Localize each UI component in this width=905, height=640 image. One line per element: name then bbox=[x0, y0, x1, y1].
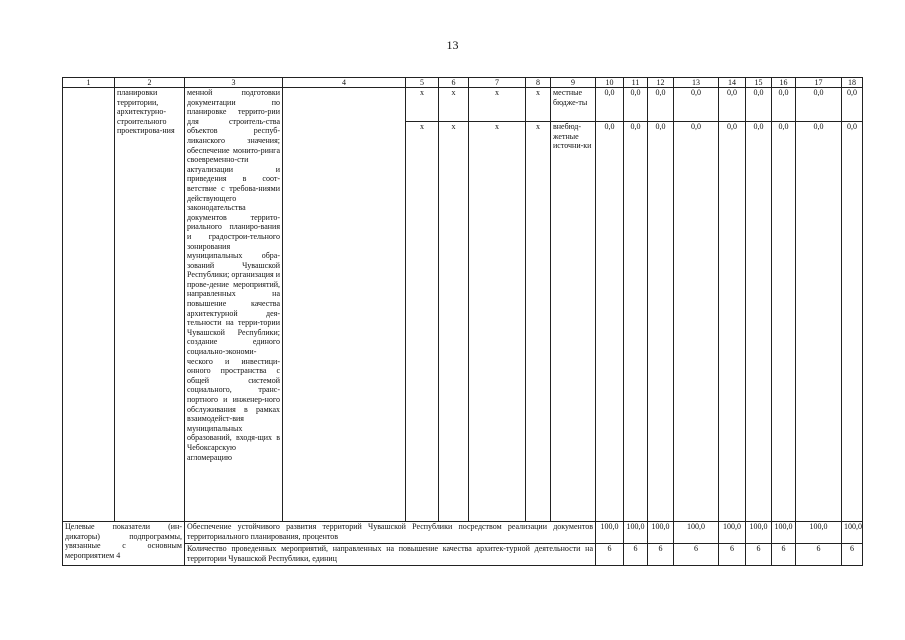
value-cell: 0,0 bbox=[596, 122, 624, 522]
value-cell: 0,0 bbox=[719, 88, 746, 122]
indicator-value: 100,0 bbox=[772, 522, 796, 544]
cell-col2: планировки территории, архитектурно-строительного проектирова-ния bbox=[115, 88, 185, 522]
indicator-row bbox=[63, 522, 863, 544]
indicator-value: 6 bbox=[648, 544, 674, 566]
header-cell: 1 bbox=[63, 78, 115, 88]
indicator-value: 100,0 bbox=[796, 522, 842, 544]
header-cell: 15 bbox=[746, 78, 772, 88]
indicator-value: 100,0 bbox=[648, 522, 674, 544]
value-cell: 0,0 bbox=[772, 88, 796, 122]
cell-funding-source: внебюд-жетные источни-ки bbox=[551, 122, 596, 522]
indicator-value: 6 bbox=[674, 544, 719, 566]
table-row bbox=[63, 88, 863, 122]
value-cell: 0,0 bbox=[746, 88, 772, 122]
column-number-row bbox=[63, 78, 863, 88]
cell-col8: х bbox=[526, 88, 551, 122]
targets-label: Целевые показатели (ин-дикаторы) подпрограммы, увязанные с основным мероприятием 4 bbox=[63, 522, 185, 566]
value-cell: 0,0 bbox=[648, 122, 674, 522]
value-cell: 0,0 bbox=[746, 122, 772, 522]
indicator-text: Обеспечение устойчивого развития территорий Чувашской Республики посредством реализации документов территориального планирования, процентов bbox=[185, 522, 596, 544]
cell-col8: х bbox=[526, 122, 551, 522]
header-cell: 17 bbox=[796, 78, 842, 88]
value-cell: 0,0 bbox=[796, 122, 842, 522]
header-cell: 3 bbox=[185, 78, 283, 88]
indicator-value: 6 bbox=[719, 544, 746, 566]
cell-col6: х bbox=[439, 88, 469, 122]
header-cell: 8 bbox=[526, 78, 551, 88]
cell-col4 bbox=[283, 88, 406, 522]
value-cell: 0,0 bbox=[674, 122, 719, 522]
indicator-value: 100,0 bbox=[674, 522, 719, 544]
indicator-value: 100,0 bbox=[624, 522, 648, 544]
cell-col6: х bbox=[439, 122, 469, 522]
indicator-text: Количество проведенных мероприятий, направленных на повышение качества архитек-турной деятельности на территории Чувашской Республики, единиц bbox=[185, 544, 596, 566]
cell-funding-source: местные бюдже-ты bbox=[551, 88, 596, 122]
header-cell: 11 bbox=[624, 78, 648, 88]
page-number: 13 bbox=[446, 38, 459, 52]
value-cell: 0,0 bbox=[648, 88, 674, 122]
value-cell: 0,0 bbox=[842, 88, 863, 122]
indicator-value: 6 bbox=[624, 544, 648, 566]
header-cell: 13 bbox=[674, 78, 719, 88]
indicator-value: 6 bbox=[596, 544, 624, 566]
value-cell: 0,0 bbox=[772, 122, 796, 522]
cell-col5: х bbox=[406, 122, 439, 522]
program-table bbox=[62, 77, 863, 566]
header-cell: 2 bbox=[115, 78, 185, 88]
value-cell: 0,0 bbox=[624, 88, 648, 122]
value-cell: 0,0 bbox=[596, 88, 624, 122]
cell-col3: менной подготовки документации по планировке террито-рии для строитель-ства объектов респуб-ликанского значения; обеспечение монито-ринга своевременно-сти актуализации и приведения в соот-ветствие с требова-ниями действующего законодательства документов террито-риального планиро-вания и градострои-тельного зонирования муниципальных обра-зований Чувашской Республики; организация и прове-дение мероприятий, направленных на повышение качества архитектурной дея-тельности на терри-тории Чувашской Республики; создание единого социально-экономи-ческого и инвестици-онного пространства с общей системой социального, транс-портного и инженер-ного обслуживания в рамках взаимодейст-вия муниципальных образований, входя-щих в Чебоксарскую агломерацию bbox=[185, 88, 283, 522]
value-cell: 0,0 bbox=[624, 122, 648, 522]
cell-col1 bbox=[63, 88, 115, 522]
value-cell: 0,0 bbox=[842, 122, 863, 522]
indicator-value: 100,0 bbox=[746, 522, 772, 544]
indicator-value: 100,0 bbox=[596, 522, 624, 544]
header-cell: 12 bbox=[648, 78, 674, 88]
header-cell: 6 bbox=[439, 78, 469, 88]
header-cell: 5 bbox=[406, 78, 439, 88]
indicator-value: 6 bbox=[796, 544, 842, 566]
header-cell: 18 bbox=[842, 78, 863, 88]
header-cell: 9 bbox=[551, 78, 596, 88]
indicator-value: 6 bbox=[842, 544, 863, 566]
indicator-value: 6 bbox=[772, 544, 796, 566]
cell-col7: х bbox=[469, 88, 526, 122]
indicator-value: 6 bbox=[746, 544, 772, 566]
header-cell: 4 bbox=[283, 78, 406, 88]
cell-col5: х bbox=[406, 88, 439, 122]
cell-col7: х bbox=[469, 122, 526, 522]
header-cell: 10 bbox=[596, 78, 624, 88]
indicator-value: 100,0 bbox=[719, 522, 746, 544]
value-cell: 0,0 bbox=[674, 88, 719, 122]
header-cell: 7 bbox=[469, 78, 526, 88]
header-cell: 14 bbox=[719, 78, 746, 88]
value-cell: 0,0 bbox=[796, 88, 842, 122]
indicator-value: 100,0 bbox=[842, 522, 863, 544]
value-cell: 0,0 bbox=[719, 122, 746, 522]
header-cell: 16 bbox=[772, 78, 796, 88]
